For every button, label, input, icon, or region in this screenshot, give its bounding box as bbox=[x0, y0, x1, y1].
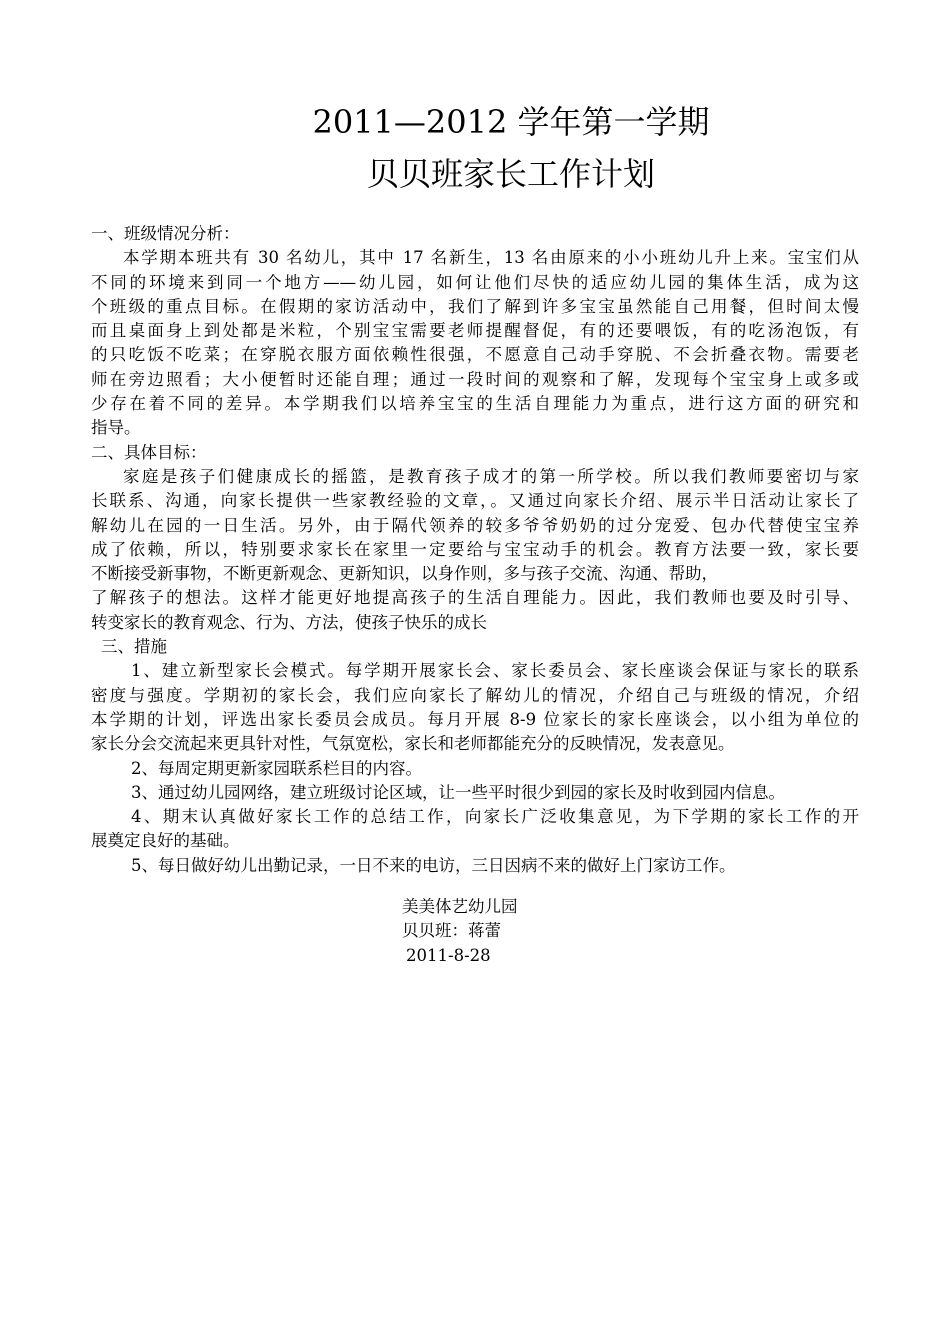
paragraph-line: 了解孩子的想法。这样才能更好地提高孩子的生活自理能力。因此，我们教师也要及时引导、 bbox=[91, 588, 859, 608]
paragraph-line: 的只吃饭不吃菜；在穿脱衣服方面依赖性很强，不愿意自己动手穿脱、不会折叠衣物。需要老 bbox=[91, 345, 859, 365]
paragraph-line: 少存在着不同的差异。本学期我们以培养宝宝的生活自理能力为重点，进行这方面的研究和 bbox=[91, 394, 859, 414]
paragraph-line: 长联系、沟通，向家长提供一些家教经验的文章，。又通过向家长介绍、展示半日活动让家长了 bbox=[91, 491, 859, 511]
paragraph-line: 不同的环境来到同一个地方——幼儿园，如何让他们尽快的适应幼儿园的集体生活，成为这 bbox=[91, 272, 859, 292]
paragraph-line: 3、通过幼儿园网络，建立班级讨论区域，让一些平时很少到园的家长及时收到园内信息。 bbox=[131, 782, 785, 802]
paragraph-line: 解幼儿在园的一日生活。另外，由于隔代领养的较多爷爷奶奶的过分宠爱、包办代替使宝宝养 bbox=[91, 515, 859, 535]
signature-organization: 美美体艺幼儿园 bbox=[402, 897, 518, 916]
paragraph-line: 师在旁边照看；大小便暂时还能自理；通过一段时间的观察和了解，发现每个宝宝身上或多或 bbox=[91, 369, 859, 389]
paragraph-line: 密度与强度。学期初的家长会，我们应向家长了解幼儿的情况，介绍自己与班级的情况，介绍 bbox=[91, 685, 859, 705]
paragraph-line: 家庭是孩子们健康成长的摇篮，是教育孩子成才的第一所学校。所以我们教师要密切与家 bbox=[123, 466, 859, 486]
document-title-line1: 2011—2012 学年第一学期 bbox=[312, 103, 710, 141]
paragraph-line: 4、期末认真做好家长工作的总结工作，向家长广泛收集意见，为下学期的家长工作的开 bbox=[131, 807, 859, 827]
signature-date: 2011-8-28 bbox=[406, 946, 491, 965]
paragraph-line: 5、每日做好幼儿出勤记录，一日不来的电访，三日因病不来的做好上门家访工作。 bbox=[131, 855, 736, 875]
section-heading-goals: 二、具体目标： bbox=[91, 442, 207, 462]
section-heading-analysis: 一、班级情况分析： bbox=[91, 224, 240, 243]
section-heading-measures: 三、措施 bbox=[101, 637, 167, 657]
paragraph-line: 1、建立新型家长会模式。每学期开展家长会、家长委员会、家长座谈会保证与家长的联系 bbox=[131, 661, 859, 681]
paragraph-line: 成了依赖，所以，特别要求家长在家里一定要给与宝宝动手的机会。教育方法要一致，家长要 bbox=[91, 539, 859, 559]
paragraph-line: 展奠定良好的基础。 bbox=[91, 831, 240, 851]
paragraph-line: 转变家长的教育观念、行为、方法，使孩子快乐的成长 bbox=[91, 612, 487, 632]
paragraph-line: 指导。 bbox=[91, 418, 141, 438]
paragraph-line: 不断接受新事物，不断更新观念、更新知识，以身作则，多与孩子交流、沟通、帮助， bbox=[91, 564, 718, 584]
document-body bbox=[91, 222, 859, 878]
paragraph-line: 2、每周定期更新家园联系栏目的内容。 bbox=[131, 758, 422, 778]
paragraph-line: 家长分会交流起来更具针对性，气氛宽松，家长和老师都能充分的反映情况，发表意见。 bbox=[91, 734, 735, 754]
paragraph-line: 本学期的计划，评选出家长委员会成员。每月开展 8-9 位家长的家长座谈会，以小组为单位的 bbox=[91, 709, 859, 729]
paragraph-line: 本学期本班共有 30 名幼儿，其中 17 名新生，13 名由原来的小小班幼儿升上来。宝宝们从 bbox=[123, 248, 859, 268]
document-title-line2: 贝贝班家长工作计划 bbox=[366, 155, 655, 193]
signature-author: 贝贝班：蒋蕾 bbox=[402, 921, 501, 940]
paragraph-line: 而且桌面身上到处都是米粒，个别宝宝需要老师提醒督促，有的还要喂饭，有的吃汤泡饭，有 bbox=[91, 321, 859, 341]
paragraph-line: 个班级的重点目标。在假期的家访活动中，我们了解到许多宝宝虽然能自己用餐，但时间太慢 bbox=[91, 296, 859, 316]
